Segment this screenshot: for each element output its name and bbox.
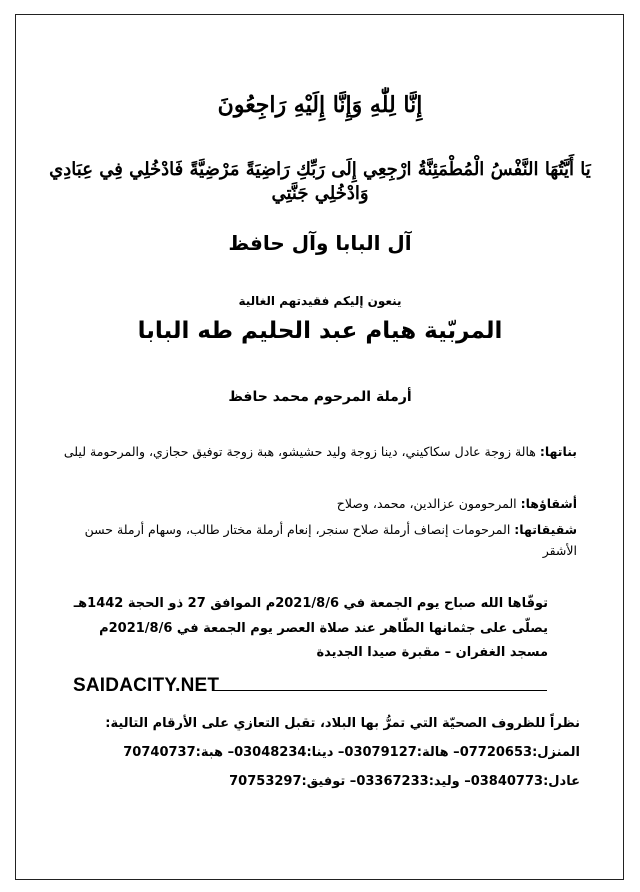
widow-of-line: أرملة المرحوم محمد حافظ	[228, 389, 412, 405]
burial-place-line: مسجد الغفران – مقبرة صيدا الجديدة	[316, 645, 548, 660]
funeral-prayer-line: يصلّى على جثمانها الطّاهر عند صلاة العصر يوم الجمعة في 2021/8/6م	[99, 621, 548, 636]
brothers-paragraph	[57, 493, 577, 514]
quran-verse-long: يَا أَيَّتُهَا النَّفْسُ الْمُطْمَئِنَّةُ ارْجِعِي إِلَى رَبِّكِ رَاضِيَةً مَرْضِيَّةً فَادْخُلِي فِي عِبَادِي وَادْخُلِي جَنَّتِي	[49, 159, 591, 204]
sisters-label: شقيقاتها:	[514, 522, 577, 537]
death-date-line: توفّاها الله صباح يوم الجمعة في 2021/8/6م الموافق 27 ذو الحجة 1442هـ	[73, 596, 548, 611]
daughters-label: بناتها:	[539, 444, 577, 459]
sisters-text: المرحومات إنصاف أرملة صلاح سنجر، إنعام أرملة مختار طالب، وسهام أرملة حسن الأشقر	[84, 522, 577, 558]
quran-verse-short: إِنَّا لِلّٰهِ وَإِنَّا إِلَيْهِ رَاجِعُونَ	[217, 92, 423, 118]
divider-line	[214, 690, 547, 691]
condolence-phones-line-1: المنزل:07720653– هالة:03079127– دينا:03048234– هبة:70740737	[123, 745, 580, 760]
brothers-text: المرحومون عزالدين، محمد، وصلاح	[336, 496, 521, 511]
sisters-paragraph	[57, 519, 577, 561]
family-names: آل البابا وآل حافظ	[228, 231, 412, 255]
condolence-notice: نظراً للظروف الصحيّة التي تمرُّ بها البلاد، تقبل التعازي على الأرقام التالية:	[105, 716, 580, 731]
daughters-text: هالة زوجة عادل سكاكيني، دينا زوجة وليد حشيشو، هبة زوجة توفيق حجازي، والمرحومة ليلى	[63, 444, 540, 459]
deceased-name: المربّية هيام عبد الحليم طه البابا	[137, 318, 503, 344]
announcement-line: ينعون إليكم فقيدتهم الغالية	[238, 294, 402, 308]
site-watermark: SAIDACITY.NET	[73, 675, 220, 696]
condolence-phones-line-2: عادل:03840773– وليد:03367233– توفيق:70753297	[229, 774, 580, 789]
brothers-label: أشقاؤها:	[520, 496, 577, 511]
daughters-paragraph	[57, 441, 577, 462]
